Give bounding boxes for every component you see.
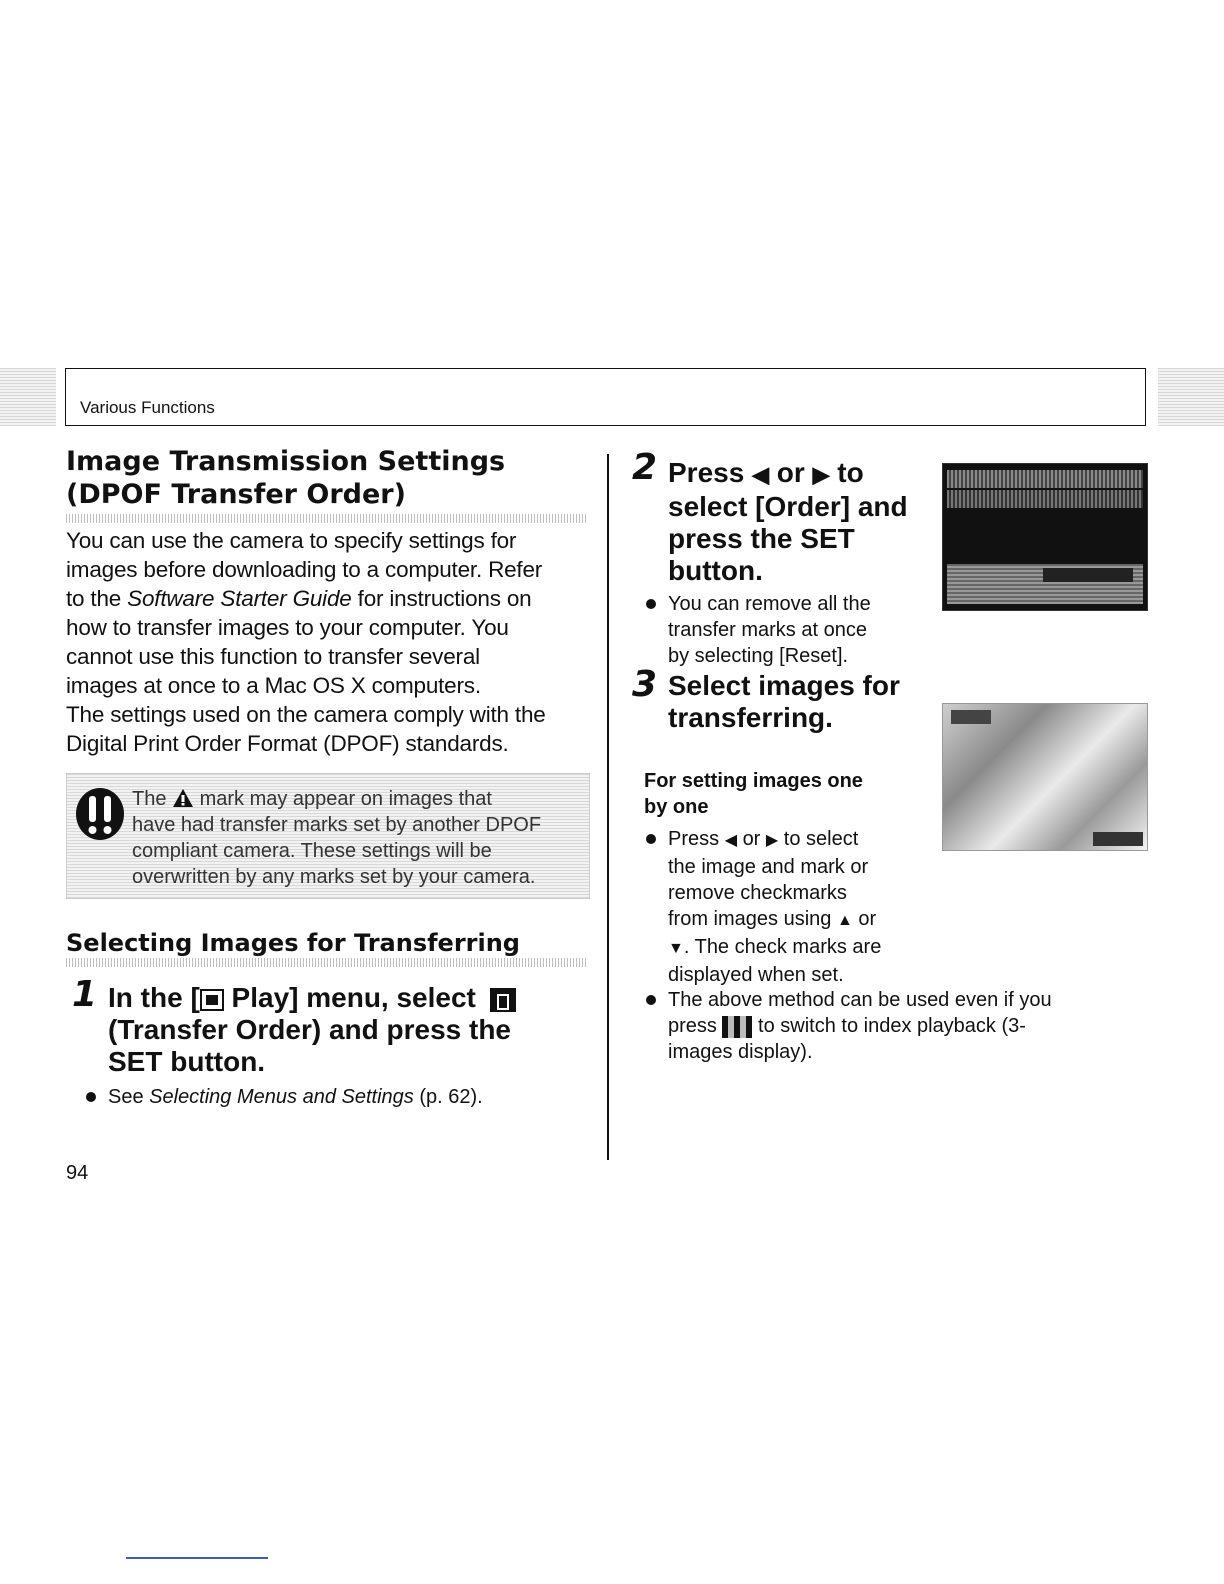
intro-line: images before downloading to a computer. Refer (66, 557, 543, 582)
step-1-title: In the [ Play] menu, select (Transfer Order) and press the SET button. (108, 982, 588, 1078)
guide-title: Software Starter Guide (127, 586, 352, 611)
left-arrow-icon: ◀ (752, 462, 769, 487)
header-box (65, 368, 1146, 426)
section-label: Various Functions (80, 398, 215, 417)
step-3-subheading: For setting images one by one (644, 770, 863, 818)
page-number: 94 (66, 1162, 89, 1184)
header-tab-left (0, 368, 56, 426)
column-divider (607, 454, 609, 1160)
transfer-mark-icon (172, 788, 194, 808)
screen-preview-indicator (951, 710, 991, 724)
screen-info-bar (947, 490, 1143, 508)
index-playback-icon (722, 1016, 752, 1038)
footer-rule (126, 1557, 268, 1559)
page-title-line1: Image Transmission Settings (66, 446, 506, 477)
bullet-dot (646, 599, 656, 609)
step-3-bullet-1: Press ◀ or ▶ to select the image and mark or remove checkmarks from images using ▲ or ▼. The check marks are displayed when set. (668, 828, 882, 986)
up-arrow-icon: ▲ (836, 912, 853, 929)
intro-line: to the Software Starter Guide for instructions on (66, 586, 532, 611)
step-1-bullet: See Selecting Menus and Settings (p. 62). (108, 1086, 483, 1108)
right-arrow-icon: ▶ (765, 832, 779, 849)
right-arrow-icon: ▶ (812, 462, 830, 487)
caution-note-text: The mark may appear on images that have had transfer marks set by another DPOF compliant camera. These settings will be overwritten by any marks set by your camera. (132, 788, 542, 888)
down-arrow-icon: ▼ (668, 940, 684, 957)
step-2-bullet: You can remove all the transfer marks at once by selecting [Reset]. (668, 593, 871, 667)
caution-icon (74, 786, 126, 842)
intro-line: cannot use this function to transfer several (66, 644, 480, 669)
step-3-number: 3 (632, 664, 658, 705)
intro-line: images at once to a Mac OS X computers. (66, 673, 481, 698)
bullet-dot (646, 834, 656, 844)
left-arrow-icon: ◀ (724, 832, 737, 849)
title-underline (66, 514, 586, 523)
step-2-number: 2 (632, 447, 658, 488)
intro-line: You can use the camera to specify settings for (66, 528, 517, 553)
bullet-dot (86, 1092, 96, 1102)
step-1-number: 1 (72, 974, 98, 1015)
intro-line: Digital Print Order Format (DPOF) standards. (66, 731, 509, 756)
camera-screen-transfer-order (942, 463, 1148, 611)
header-tab-right (1158, 368, 1224, 426)
screen-preview-counter (1093, 832, 1143, 846)
subheading-underline (66, 958, 586, 967)
intro-paragraph (66, 526, 596, 758)
play-menu-icon (200, 989, 224, 1011)
menu-reference: Selecting Menus and Settings (149, 1086, 414, 1108)
intro-line: The settings used on the camera comply with the (66, 702, 546, 727)
step-3-bullet-2: The above method can be used even if you press to switch to index playback (3- images display). (668, 989, 1052, 1063)
screen-title-bar (947, 470, 1143, 488)
camera-screen-image-preview (942, 703, 1148, 851)
intro-line: how to transfer images to your computer. You (66, 615, 509, 640)
subheading: Selecting Images for Transferring (66, 929, 520, 957)
page-title-line2: (DPOF Transfer Order) (66, 479, 406, 510)
bullet-dot (646, 995, 656, 1005)
screen-selected-option (1043, 568, 1133, 582)
transfer-order-icon (490, 988, 516, 1012)
step-2-title: Press ◀ or ▶ to select [Order] and press the SET button. (668, 457, 908, 586)
step-3-title: Select images for transferring. (668, 670, 900, 733)
